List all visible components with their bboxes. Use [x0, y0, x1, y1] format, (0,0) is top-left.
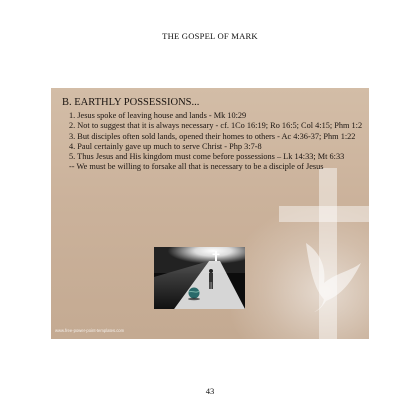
running-header: THE GOSPEL OF MARK — [162, 31, 258, 41]
bullet-list — [69, 111, 367, 173]
bullet-point: 4. Paul certainly gave up much to serve Christ - Php 3:7-8 — [69, 141, 262, 151]
walking-toward-cross-image — [154, 247, 245, 309]
illustration — [154, 247, 245, 309]
bullet-point: -- We must be willing to forsake all that is necessary to be a disciple of Jesus — [69, 162, 324, 172]
bullet-point: 5. Thus Jesus and His kingdom must come before possessions – Lk 14:33; Mt 6:33 — [69, 152, 345, 162]
background-cross-horizontal — [279, 206, 369, 222]
slide-heading: B. EARTHLY POSSESSIONS... — [62, 97, 200, 108]
bullet-point: 1. Jesus spoke of leaving house and lands - Mk 10:29 — [69, 111, 247, 120]
presentation-slide — [51, 88, 369, 339]
bullet-point: 2. Not to suggest that it is always necessary - cf. 1Co 16:19; Ro 16:5; Col 4:15; Phm 1:2 — [69, 121, 363, 131]
page-number: 43 — [205, 386, 215, 396]
bullet-point: 3. But disciples often sold lands, opened their homes to others - Ac 4:36-37; Phm 1:22 — [69, 131, 356, 141]
dove-icon — [296, 223, 366, 313]
template-watermark: www.free-power-point-templates.com — [55, 328, 125, 333]
